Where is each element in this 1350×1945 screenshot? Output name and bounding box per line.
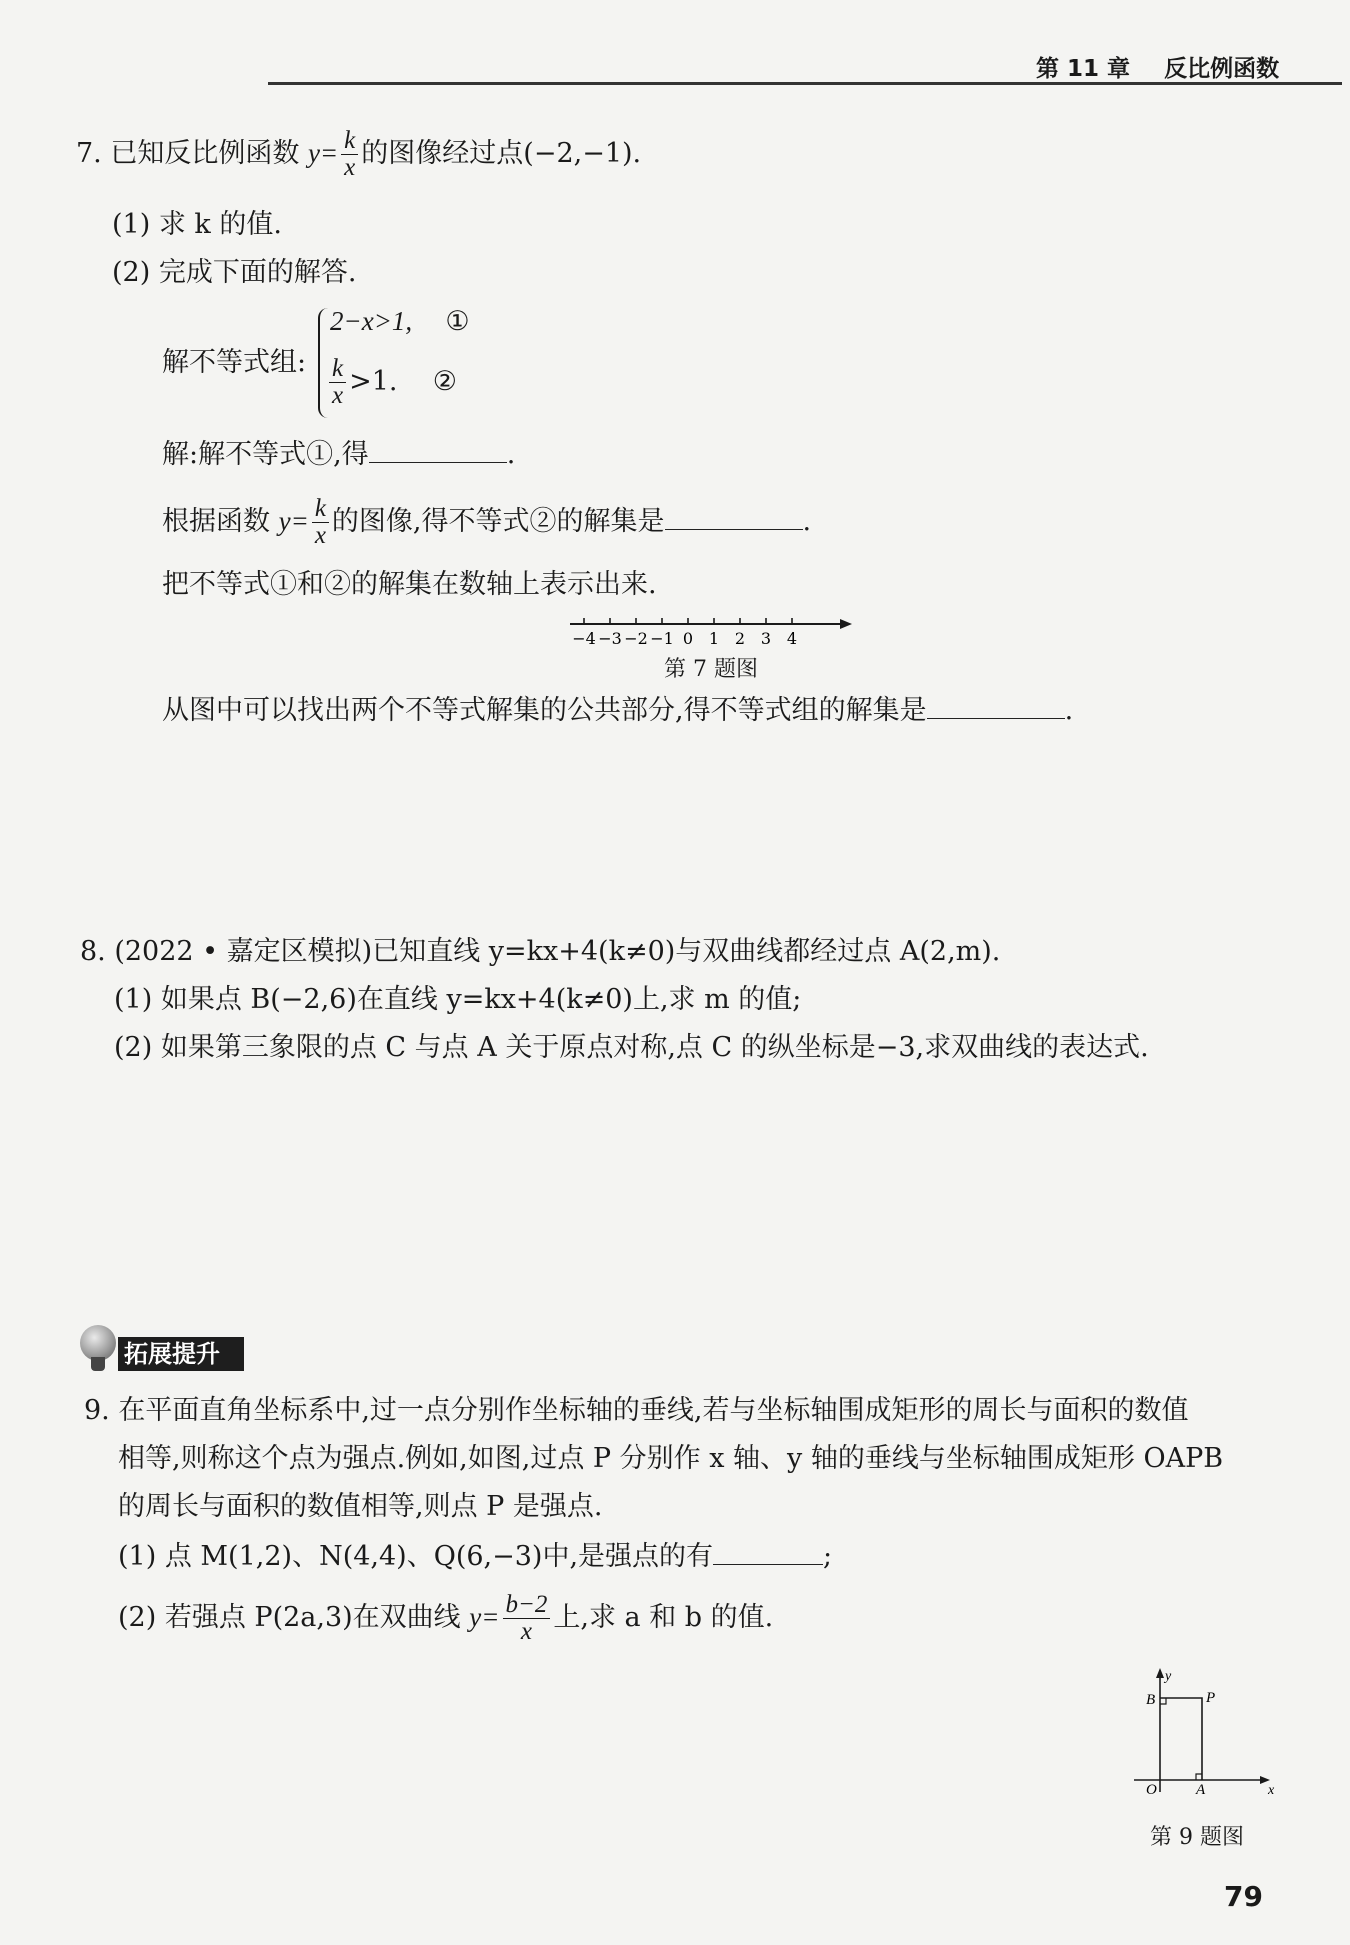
q7-y-eq: y= — [307, 138, 339, 168]
q7-solution-3: 把不等式①和②的解集在数轴上表示出来. — [162, 569, 657, 600]
q7-solution-1: 解:解不等式①,得 . — [162, 436, 515, 472]
q9-line-2: 相等,则称这个点为强点.例如,如图,过点 P 分别作 x 轴、y 轴的垂线与坐标轴围成矩形 OAPB — [118, 1443, 1224, 1474]
chapter-title: 反比例函数 — [1164, 56, 1280, 82]
number-line-tick-label: −4 — [572, 629, 596, 648]
y-label: y — [1165, 1669, 1172, 1684]
q9-line-3: 的周长与面积的数值相等,则点 P 是强点. — [118, 1491, 603, 1522]
q7-solution-4: 从图中可以找出两个不等式解集的公共部分,得不等式组的解集是 . — [162, 692, 1073, 728]
lightbulb-base — [91, 1357, 105, 1371]
q9-figure — [1130, 1668, 1280, 1798]
header-rule — [268, 82, 1342, 85]
rectangle-OAPB — [1160, 1698, 1202, 1780]
q8-part1: (1) 如果点 B(−2,6)在直线 y=kx+4(k≠0)上,求 m 的值; — [114, 984, 802, 1015]
number-line-arrow — [840, 619, 852, 629]
q7-solution-2: 根据函数 y= $\frac{k}{x}$ 的图像,得不等式②的解集是 . — [162, 495, 812, 549]
circle-2: ② — [432, 366, 457, 397]
point-A-label: A — [1196, 1782, 1206, 1798]
inequality-1: 2−x>1, ① — [330, 306, 470, 337]
q7-figure-caption: 第 7 题图 — [664, 657, 758, 682]
right-angle-A — [1196, 1774, 1202, 1780]
q7-stem-a: 已知反比例函数 — [110, 138, 300, 169]
number-line-tick-label: −1 — [650, 629, 674, 648]
q9-line-1: 9. 在平面直角坐标系中,过一点分别作坐标轴的垂线,若与坐标轴围成矩形的周长与面积的数值 — [84, 1395, 1189, 1426]
q7-part2: (2) 完成下面的解答. — [112, 257, 357, 288]
answer-blank-3[interactable] — [927, 692, 1065, 719]
q7-fraction: $\frac{k}{x}$ — [341, 128, 358, 181]
q8-stem: 8. (2022 • 嘉定区模拟)已知直线 y=kx+4(k≠0)与双曲线都经过点 A(2,m). — [80, 936, 1001, 967]
system-label: 解不等式组: — [162, 347, 307, 378]
x-label: x — [1268, 1783, 1275, 1798]
q7-stem-b: 的图像经过点(−2,−1). — [361, 138, 642, 169]
right-angle-B — [1160, 1698, 1166, 1704]
q7-stem — [76, 128, 641, 181]
number-line-tick-label: −3 — [598, 629, 622, 648]
section-banner: 拓展提升 — [118, 1337, 244, 1371]
point-P-label: P — [1206, 1690, 1216, 1706]
number-line[interactable] — [560, 612, 860, 652]
q7-part1: (1) 求 k 的值. — [112, 209, 282, 240]
number-line-tick-label: 2 — [734, 629, 746, 648]
number-line-tick-label: 1 — [708, 629, 720, 648]
number-line-tick-label: 4 — [786, 629, 798, 648]
y-axis-arrow — [1156, 1668, 1164, 1678]
q9-figure-caption: 第 9 题图 — [1150, 1825, 1244, 1850]
answer-blank-4[interactable] — [713, 1538, 823, 1565]
point-B-label: B — [1146, 1692, 1156, 1708]
answer-blank-1[interactable] — [369, 436, 507, 463]
page-number: 79 — [1224, 1880, 1263, 1913]
origin-label: O — [1146, 1782, 1157, 1798]
q9-fraction: $\frac{b-2}{x}$ — [503, 1592, 551, 1645]
q7-number: 7. — [76, 138, 102, 169]
number-line-tick-label: −2 — [624, 629, 648, 648]
q9-part1: (1) 点 M(1,2)、N(4,4)、Q(6,−3)中,是强点的有 ; — [118, 1538, 832, 1574]
number-line-tick-label: 0 — [682, 629, 694, 648]
chapter-number: 第 11 章 — [1036, 56, 1131, 82]
answer-blank-2[interactable] — [665, 503, 803, 530]
q9-part2: (2) 若强点 P(2a,3)在双曲线 y= $\frac{b-2}{x}$ 上,求 a 和 b 的值. — [118, 1591, 774, 1645]
q8-part2: (2) 如果第三象限的点 C 与点 A 关于原点对称,点 C 的纵坐标是−3,求双曲线的表达式. — [114, 1032, 1149, 1063]
inequality-2: $\frac{k}{x}$ >1. ② — [326, 356, 457, 409]
number-line-tick-label: 3 — [760, 629, 772, 648]
lightbulb-icon — [80, 1325, 116, 1361]
chapter-header — [1036, 50, 1279, 83]
circle-1: ① — [445, 306, 470, 337]
